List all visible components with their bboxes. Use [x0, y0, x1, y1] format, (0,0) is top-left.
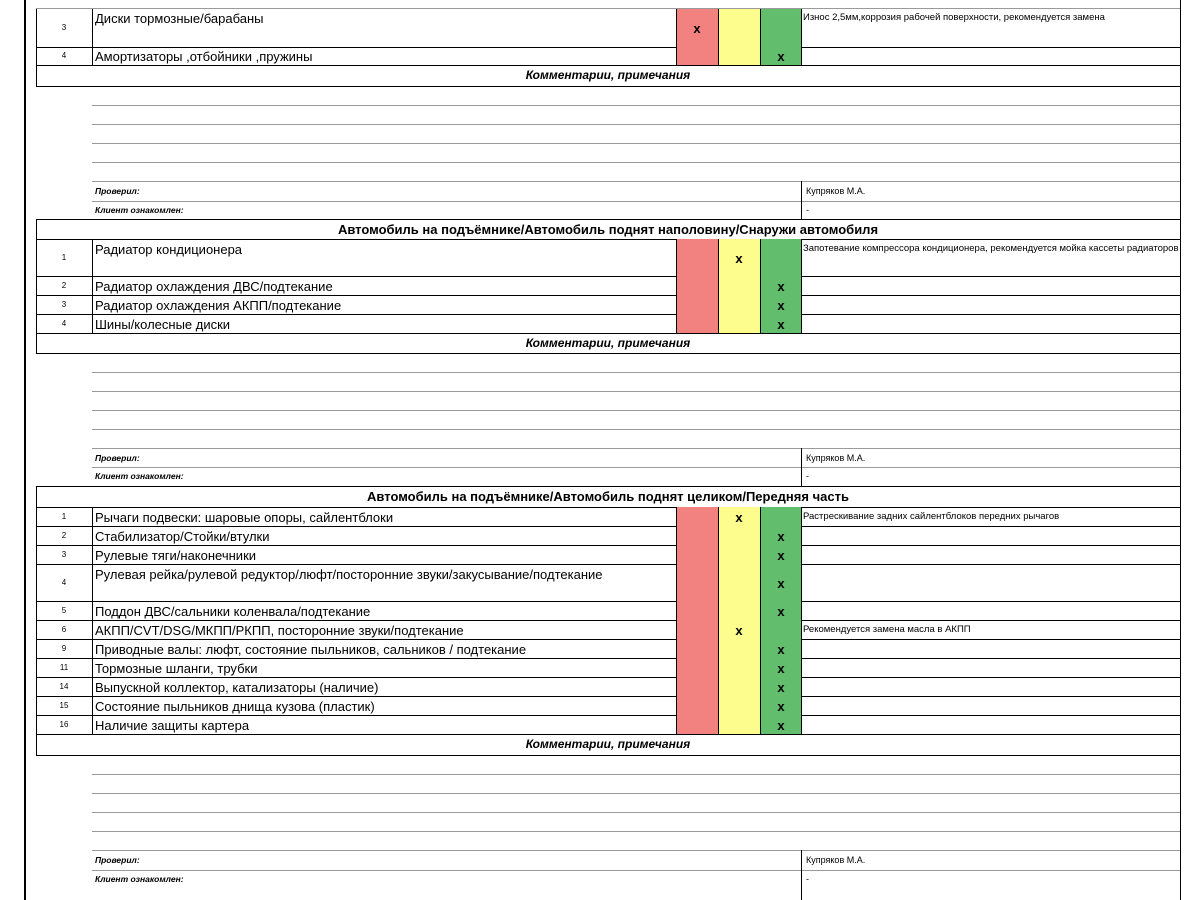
grid-line-horizontal [92, 181, 1180, 182]
grid-line-horizontal [36, 333, 1180, 334]
grid-line-horizontal [36, 314, 1180, 315]
status-cell-red[interactable] [676, 715, 718, 734]
grid-line-vertical [760, 8, 761, 47]
row-note: Растрескивание задних сайлентблоков передних рычагов [803, 510, 1060, 522]
row-label: Диски тормозные/барабаны [95, 11, 264, 26]
status-mark: x [693, 20, 701, 36]
grid-line-vertical [36, 486, 37, 507]
grid-line-vertical [92, 507, 93, 526]
row-label: Поддон ДВС/сальники коленвала/подтекание [95, 603, 371, 619]
grid-line-vertical [676, 526, 677, 545]
grid-line-vertical [718, 601, 719, 620]
grid-line-vertical [718, 276, 719, 295]
grid-line-vertical [676, 696, 677, 715]
status-cell-yellow[interactable] [718, 47, 760, 65]
grid-line-vertical [1180, 0, 1181, 900]
status-cell-yellow[interactable] [718, 564, 760, 601]
grid-line-vertical [718, 677, 719, 696]
grid-line-vertical [676, 601, 677, 620]
status-mark: x [777, 528, 785, 544]
grid-line-vertical [801, 850, 802, 900]
grid-line-horizontal [36, 486, 1180, 487]
grid-line-vertical [92, 276, 93, 295]
row-label: Рулевые тяги/наконечники [95, 547, 257, 563]
section-header: Автомобиль на подъёмнике/Автомобиль поднят целиком/Передняя часть [367, 489, 849, 504]
grid-line-horizontal [36, 65, 1180, 66]
status-cell-yellow[interactable] [718, 526, 760, 545]
grid-line-vertical [718, 639, 719, 658]
row-number: 1 [61, 511, 67, 521]
status-mark: x [777, 297, 785, 313]
status-cell-red[interactable] [676, 677, 718, 696]
row-label: Состояние пыльников днища кузова (пластик) [95, 698, 375, 714]
status-cell-green[interactable] [760, 8, 801, 47]
checked-by-value: Купряков М.А. [806, 186, 866, 196]
grid-line-horizontal [36, 696, 1180, 697]
grid-line-horizontal [36, 564, 1180, 565]
grid-line-vertical [36, 639, 37, 658]
row-note: Запотевание компрессора кондиционера, рекомендуется мойка кассеты радиаторов [803, 243, 1179, 254]
grid-line-vertical [92, 295, 93, 314]
grid-line-horizontal [92, 143, 1180, 144]
grid-line-vertical [760, 276, 761, 295]
row-number: 14 [59, 681, 69, 691]
grid-line-vertical [36, 314, 37, 333]
grid-line-vertical [801, 601, 802, 620]
grid-line-vertical [24, 0, 26, 900]
grid-line-vertical [718, 696, 719, 715]
row-label: Радиатор охлаждения АКПП/подтекание [95, 297, 342, 313]
row-number: 2 [61, 530, 67, 540]
grid-line-vertical [676, 276, 677, 295]
grid-line-horizontal [36, 734, 1180, 735]
grid-line-vertical [718, 314, 719, 333]
grid-line-horizontal [36, 755, 1180, 756]
client-label: Клиент ознакомлен: [95, 874, 184, 884]
status-cell-yellow[interactable] [718, 639, 760, 658]
grid-line-vertical [676, 507, 677, 526]
grid-line-horizontal [36, 295, 1180, 296]
grid-line-vertical [92, 658, 93, 677]
grid-line-horizontal [92, 429, 1180, 430]
grid-line-vertical [92, 239, 93, 276]
row-label: Тормозные шланги, трубки [95, 660, 258, 676]
status-mark: x [777, 49, 785, 64]
grid-line-horizontal [36, 639, 1180, 640]
status-cell-red[interactable] [676, 620, 718, 639]
status-cell-red[interactable] [676, 295, 718, 314]
row-number: 11 [59, 662, 69, 672]
row-number: 4 [61, 577, 67, 587]
status-cell-yellow[interactable] [718, 545, 760, 564]
grid-line-vertical [36, 545, 37, 564]
grid-line-vertical [760, 696, 761, 715]
grid-line-vertical [760, 239, 761, 276]
status-mark: x [777, 660, 785, 676]
grid-line-vertical [760, 677, 761, 696]
grid-line-vertical [36, 65, 37, 86]
grid-line-vertical [36, 677, 37, 696]
status-cell-red[interactable] [676, 601, 718, 620]
status-mark: x [735, 622, 743, 638]
grid-line-vertical [801, 715, 802, 734]
status-cell-red[interactable] [676, 545, 718, 564]
status-mark: x [735, 509, 743, 525]
grid-line-vertical [92, 526, 93, 545]
grid-line-vertical [36, 276, 37, 295]
grid-line-horizontal [36, 353, 1180, 354]
row-number: 6 [61, 624, 67, 634]
row-number: 15 [59, 700, 69, 710]
grid-line-vertical [801, 507, 802, 526]
grid-line-vertical [92, 715, 93, 734]
row-number: 4 [61, 51, 67, 60]
grid-line-horizontal [36, 545, 1180, 546]
grid-line-vertical [718, 239, 719, 276]
row-label: Выпускной коллектор, катализаторы (наличие) [95, 679, 379, 695]
status-cell-red[interactable] [676, 696, 718, 715]
grid-line-vertical [36, 734, 37, 755]
grid-line-vertical [718, 658, 719, 677]
row-number: 9 [61, 643, 67, 653]
status-mark: x [777, 603, 785, 619]
grid-line-vertical [36, 47, 37, 65]
grid-line-horizontal [36, 276, 1180, 277]
grid-line-vertical [92, 314, 93, 333]
grid-line-horizontal [92, 372, 1180, 373]
status-mark: x [777, 679, 785, 695]
row-label: Наличие защиты картера [95, 717, 250, 733]
grid-line-vertical [718, 47, 719, 65]
row-number: 3 [61, 299, 67, 309]
grid-line-horizontal [92, 831, 1180, 832]
status-cell-yellow[interactable] [718, 715, 760, 734]
row-number: 3 [61, 549, 67, 559]
status-cell-yellow[interactable] [718, 8, 760, 47]
status-cell-yellow[interactable] [718, 276, 760, 295]
grid-line-vertical [676, 47, 677, 65]
status-cell-red[interactable] [676, 639, 718, 658]
grid-line-horizontal [92, 448, 1180, 449]
grid-line-vertical [92, 639, 93, 658]
grid-line-vertical [801, 8, 802, 47]
grid-line-vertical [801, 47, 802, 65]
grid-line-vertical [718, 564, 719, 601]
grid-line-vertical [760, 601, 761, 620]
grid-line-vertical [718, 526, 719, 545]
grid-line-horizontal [92, 793, 1180, 794]
row-label: Рычаги подвески: шаровые опоры, сайлентблоки [95, 509, 394, 525]
grid-line-vertical [760, 507, 761, 526]
comments-title: Комментарии, примечания [525, 737, 691, 751]
status-mark: x [777, 717, 785, 733]
grid-line-vertical [676, 314, 677, 333]
grid-line-vertical [36, 8, 37, 47]
grid-line-vertical [718, 295, 719, 314]
grid-line-horizontal [92, 850, 1180, 851]
row-number: 3 [61, 22, 67, 32]
grid-line-vertical [36, 564, 37, 601]
grid-line-vertical [801, 639, 802, 658]
grid-line-vertical [92, 620, 93, 639]
row-number: 16 [59, 719, 69, 729]
grid-line-vertical [676, 620, 677, 639]
grid-line-vertical [676, 677, 677, 696]
checked-label: Проверил: [95, 453, 140, 463]
grid-line-vertical [36, 696, 37, 715]
status-mark: x [777, 575, 785, 591]
grid-line-vertical [676, 639, 677, 658]
grid-line-vertical [676, 658, 677, 677]
grid-line-horizontal [36, 8, 1180, 9]
grid-line-vertical [801, 620, 802, 639]
status-cell-red[interactable] [676, 276, 718, 295]
grid-line-horizontal [36, 677, 1180, 678]
comments-title: Комментарии, примечания [525, 68, 691, 82]
checked-by-value: Купряков М.А. [806, 453, 866, 463]
grid-line-horizontal [92, 105, 1180, 106]
status-cell-yellow[interactable] [718, 295, 760, 314]
checked-label: Проверил: [95, 186, 140, 196]
grid-line-vertical [801, 295, 802, 314]
section-header: Автомобиль на подъёмнике/Автомобиль поднят наполовину/Снаружи автомобиля [337, 222, 879, 237]
grid-line-vertical [760, 639, 761, 658]
row-label: Стабилизатор/Стойки/втулки [95, 528, 270, 544]
grid-line-horizontal [92, 774, 1180, 775]
row-label: Амортизаторы ,отбойники ,пружины [95, 49, 313, 64]
status-cell-yellow[interactable] [718, 601, 760, 620]
grid-line-vertical [760, 658, 761, 677]
grid-line-vertical [801, 696, 802, 715]
row-note: Рекомендуется замена масла в АКПП [803, 623, 971, 635]
grid-line-horizontal [92, 201, 1180, 202]
grid-line-vertical [36, 333, 37, 353]
grid-line-vertical [718, 545, 719, 564]
grid-line-vertical [801, 658, 802, 677]
grid-line-vertical [676, 295, 677, 314]
grid-line-vertical [760, 295, 761, 314]
grid-line-vertical [92, 545, 93, 564]
grid-line-vertical [92, 696, 93, 715]
checked-by-value: Купряков М.А. [806, 855, 866, 865]
status-mark: x [777, 698, 785, 714]
grid-line-horizontal [92, 870, 1180, 871]
grid-line-vertical [36, 526, 37, 545]
status-cell-red[interactable] [676, 507, 718, 526]
grid-line-horizontal [92, 124, 1180, 125]
grid-line-vertical [760, 620, 761, 639]
row-note: Износ 2,5мм,коррозия рабочей поверхности, рекомендуется замена [803, 12, 1105, 23]
status-cell-red[interactable] [676, 526, 718, 545]
row-label: Радиатор кондиционера [95, 242, 243, 257]
status-cell-red[interactable] [676, 564, 718, 601]
row-label: Радиатор охлаждения ДВС/подтекание [95, 278, 333, 294]
row-number: 4 [61, 318, 67, 328]
client-label: Клиент ознакомлен: [95, 205, 184, 215]
status-cell-yellow[interactable] [718, 677, 760, 696]
status-cell-green[interactable] [760, 620, 801, 639]
grid-line-horizontal [92, 391, 1180, 392]
grid-line-vertical [801, 314, 802, 333]
grid-line-vertical [676, 545, 677, 564]
grid-line-horizontal [92, 467, 1180, 468]
comments-title: Комментарии, примечания [525, 336, 691, 350]
status-cell-green[interactable] [760, 239, 801, 276]
grid-line-horizontal [92, 162, 1180, 163]
grid-line-horizontal [36, 601, 1180, 602]
grid-line-vertical [801, 181, 802, 219]
grid-line-vertical [36, 715, 37, 734]
status-cell-green[interactable] [760, 507, 801, 526]
client-value: - [806, 205, 809, 215]
grid-line-vertical [760, 545, 761, 564]
grid-line-horizontal [92, 812, 1180, 813]
grid-line-horizontal [36, 219, 1180, 220]
row-label: АКПП/CVT/DSG/МКПП/РКПП, посторонние звуки/подтекание [95, 622, 464, 638]
checked-label: Проверил: [95, 855, 140, 865]
client-value: - [806, 874, 809, 884]
grid-line-vertical [92, 564, 93, 601]
status-cell-yellow[interactable] [718, 696, 760, 715]
row-label: Шины/колесные диски [95, 316, 231, 332]
grid-line-vertical [760, 564, 761, 601]
grid-line-horizontal [36, 715, 1180, 716]
grid-line-vertical [92, 677, 93, 696]
grid-line-horizontal [36, 47, 1180, 48]
status-mark: x [777, 316, 785, 332]
grid-line-vertical [718, 8, 719, 47]
row-label: Приводные валы: люфт, состояние пыльников, сальников / подтекание [95, 641, 527, 657]
status-cell-red[interactable] [676, 658, 718, 677]
grid-line-vertical [36, 620, 37, 639]
grid-line-horizontal [92, 410, 1180, 411]
grid-line-vertical [760, 715, 761, 734]
row-number: 1 [61, 252, 67, 262]
status-mark: x [735, 250, 743, 266]
grid-line-vertical [801, 677, 802, 696]
status-cell-yellow[interactable] [718, 314, 760, 333]
grid-line-vertical [801, 564, 802, 601]
row-label: Рулевая рейка/рулевой редуктор/люфт/посторонние звуки/закусывание/подтекание [95, 567, 603, 582]
grid-line-vertical [36, 507, 37, 526]
grid-line-vertical [676, 8, 677, 47]
status-mark: x [777, 547, 785, 563]
client-value: - [806, 471, 809, 481]
grid-line-vertical [36, 601, 37, 620]
grid-line-vertical [92, 47, 93, 65]
grid-line-vertical [760, 47, 761, 65]
grid-line-vertical [676, 715, 677, 734]
grid-line-vertical [801, 545, 802, 564]
status-mark: x [777, 278, 785, 294]
grid-line-vertical [92, 601, 93, 620]
grid-line-vertical [801, 239, 802, 276]
grid-line-vertical [718, 507, 719, 526]
grid-line-vertical [718, 715, 719, 734]
grid-line-vertical [760, 314, 761, 333]
grid-line-vertical [36, 295, 37, 314]
grid-line-vertical [760, 526, 761, 545]
status-cell-red[interactable] [676, 239, 718, 276]
grid-line-vertical [676, 564, 677, 601]
status-cell-red[interactable] [676, 314, 718, 333]
status-cell-red[interactable] [676, 47, 718, 65]
row-number: 5 [61, 605, 67, 615]
grid-line-vertical [801, 448, 802, 486]
grid-line-horizontal [36, 526, 1180, 527]
row-number: 2 [61, 280, 67, 290]
grid-line-vertical [36, 219, 37, 239]
grid-line-vertical [801, 526, 802, 545]
status-mark: x [777, 641, 785, 657]
grid-line-vertical [36, 239, 37, 276]
grid-line-horizontal [36, 86, 1180, 87]
grid-line-vertical [718, 620, 719, 639]
grid-line-vertical [92, 8, 93, 47]
client-label: Клиент ознакомлен: [95, 471, 184, 481]
grid-line-horizontal [36, 658, 1180, 659]
grid-line-vertical [801, 276, 802, 295]
grid-line-vertical [36, 658, 37, 677]
grid-line-vertical [676, 239, 677, 276]
status-cell-yellow[interactable] [718, 658, 760, 677]
